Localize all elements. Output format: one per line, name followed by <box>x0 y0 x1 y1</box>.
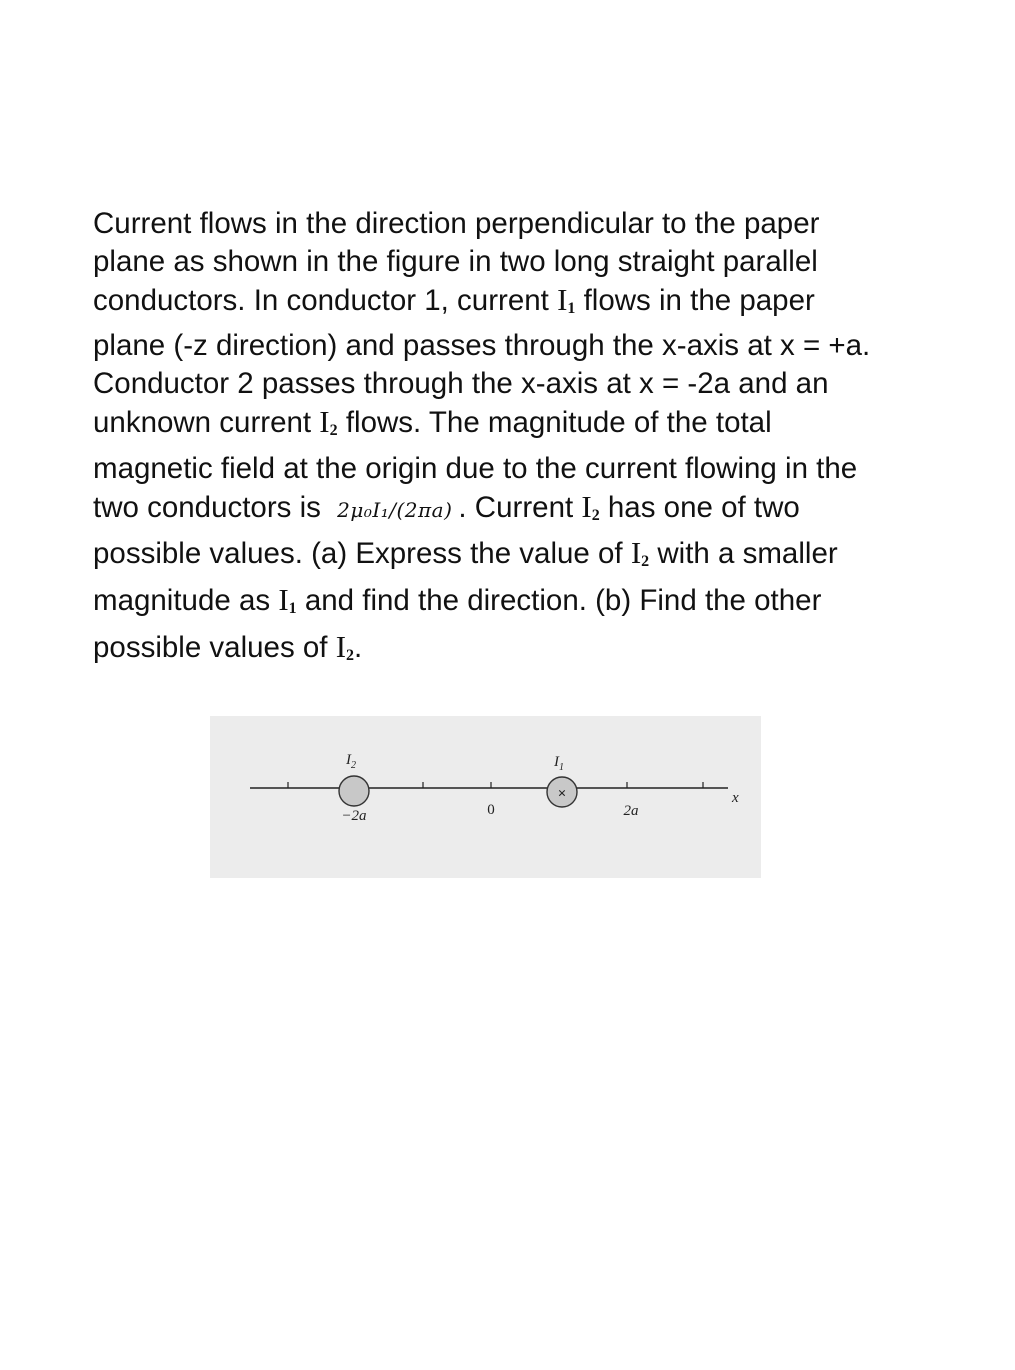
text-segment: with a smaller <box>649 537 838 571</box>
text-segment: magnitude as <box>93 584 279 618</box>
problem-line <box>93 403 973 450</box>
text-segment: unknown current <box>93 405 320 439</box>
tick-label-zero: 0 <box>487 802 495 818</box>
text-segment: possible values of <box>93 630 336 664</box>
problem-line: Current flows in the direction perpendicular to the paper <box>93 207 820 240</box>
conductor-figure <box>210 716 761 878</box>
text-segment: possible values. (a) Express the value of <box>93 537 631 571</box>
label-i2: $I_2$ <box>346 752 356 771</box>
problem-line: Conductor 2 passes through the x-axis at x = -2a and an <box>93 367 829 401</box>
conductor-2-circle <box>339 776 369 806</box>
text-segment: has one of two <box>599 490 800 524</box>
text-segment: . <box>354 630 363 664</box>
field-expression: 2μ₀I₁/(2πa) <box>337 497 453 522</box>
problem-line: magnetic field at the origin due to the current flowing in the <box>93 451 858 485</box>
text-segment: . Current <box>458 490 582 524</box>
problem-line: plane (-z direction) and passes through the x-axis at x = +a. <box>93 329 871 363</box>
into-page-cross-icon: × <box>557 786 567 802</box>
label-i1: $I_1$ <box>554 754 564 773</box>
text-segment: and find the direction. (b) Find the other <box>296 584 822 618</box>
figure-svg <box>210 716 761 878</box>
tick-label-2a: 2a <box>623 803 639 819</box>
problem-line <box>93 281 973 328</box>
problem-line <box>93 581 973 628</box>
current-i2-symbol: $I_2$ <box>630 535 650 571</box>
text-segment: conductors. In conductor 1, current <box>93 283 558 317</box>
current-i1-symbol: $I_1$ <box>278 582 297 618</box>
text-segment: two conductors is <box>93 490 330 524</box>
current-i2-symbol: $I_2$ <box>581 488 600 524</box>
text-segment: flows. The magnitude of the total <box>337 405 772 439</box>
problem-line <box>93 534 973 581</box>
problem-line <box>93 488 973 535</box>
axis-label-x: x <box>732 790 739 806</box>
problem-line: plane as shown in the figure in two long straight parallel <box>93 244 818 278</box>
current-i2-symbol: $I_2$ <box>319 403 338 439</box>
tick-label-neg2a: −2a <box>341 808 367 824</box>
text-segment: flows in the paper <box>575 283 815 317</box>
problem-line <box>93 628 973 675</box>
current-i1-symbol: $I_1$ <box>557 281 576 317</box>
current-i2-symbol: $I_2$ <box>335 628 355 664</box>
problem-text <box>93 205 973 675</box>
